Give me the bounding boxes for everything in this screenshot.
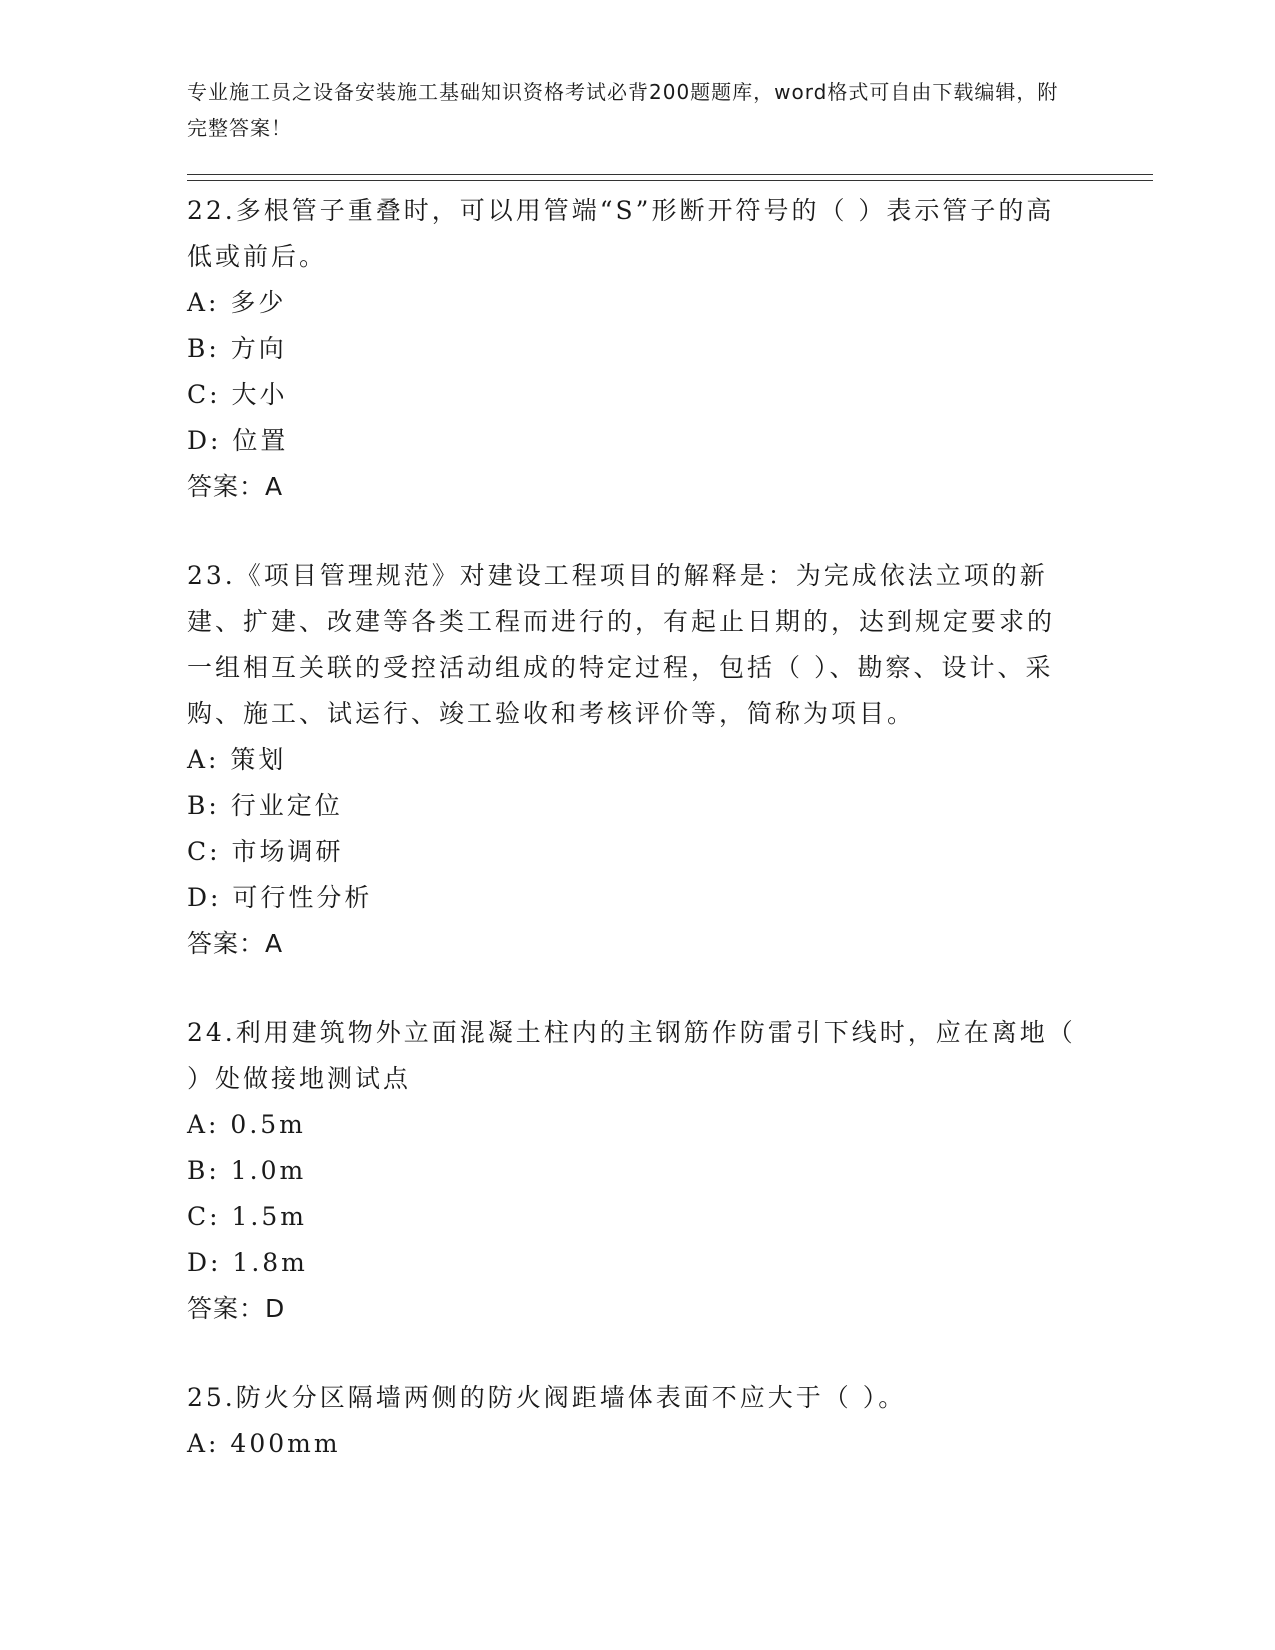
option-a: A: 400mm [187,1429,341,1458]
header-divider-top [187,174,1153,175]
document-header: 专业施工员之设备安装施工基础知识资格考试必背200题题库，word格式可自由下载编辑，附完整答案！ [187,80,1059,140]
question-text: 24.利用建筑物外立面混凝土柱内的主钢筋作防雷引下线时，应在离地（ ）处做接地测试点 [187,1018,1076,1093]
option-b: B: 方向 [187,334,287,363]
answer-text: 答案：D [187,1294,286,1323]
option-b: B: 1.0m [187,1156,307,1185]
option-b: B: 行业定位 [187,791,343,820]
question-text: 22.多根管子重叠时，可以用管端“S”形断开符号的（ ）表示管子的高低或前后。 [187,196,1055,271]
option-c: C: 市场调研 [187,837,344,866]
question-22 [187,188,1077,510]
answer-text: 答案：A [187,472,284,501]
header-divider-bottom [187,180,1153,181]
option-a: A: 0.5m [187,1110,306,1139]
option-d: D: 位置 [187,426,289,455]
question-list [187,188,1077,1510]
question-23 [187,553,1077,967]
option-c: C: 1.5m [187,1202,307,1231]
question-25 [187,1375,1077,1467]
option-d: D: 1.8m [187,1248,308,1277]
question-24 [187,1010,1077,1332]
question-text: 25.防火分区隔墙两侧的防火阀距墙体表面不应大于（ ）。 [187,1383,907,1412]
question-text: 23.《项目管理规范》对建设工程项目的解释是：为完成依法立项的新建、扩建、改建等各类工程而进行的，有起止日期的，达到规定要求的一组相互关联的受控活动组成的特定过程，包括（ ）、勘察、设计、采购、施工、试运行、竣工验收和考核评价等，简称为项目。 [187,561,1056,728]
option-a: A: 多少 [187,288,287,317]
option-c: C: 大小 [187,380,288,409]
option-a: A: 策划 [187,745,287,774]
answer-text: 答案：A [187,929,284,958]
option-d: D: 可行性分析 [187,883,373,912]
